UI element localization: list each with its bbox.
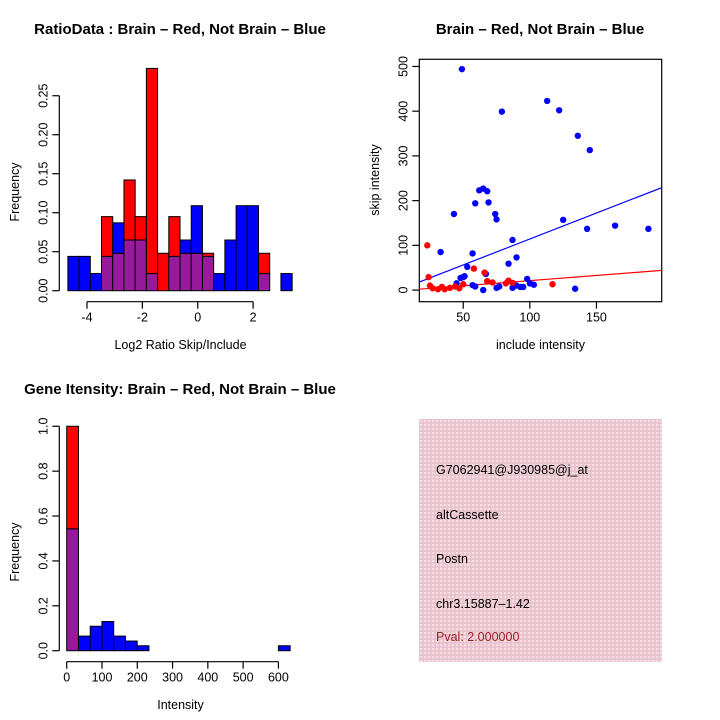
blue-bar — [68, 256, 79, 290]
svg-text:0.00: 0.00 — [36, 278, 51, 303]
blue-point — [485, 199, 491, 205]
overlap-bar — [124, 240, 135, 291]
blue-point — [520, 284, 526, 290]
blue-point — [505, 260, 511, 266]
x-tick-labels — [456, 311, 607, 325]
blue-fit-line — [419, 188, 661, 282]
blue-point — [484, 188, 490, 194]
blue-point — [464, 264, 470, 270]
blue-point — [472, 283, 478, 289]
svg-text:-2: -2 — [136, 310, 148, 325]
overlap-bar — [67, 529, 79, 651]
blue-bar — [90, 274, 101, 291]
y-axis — [412, 66, 419, 290]
svg-text:500: 500 — [396, 56, 411, 77]
overlap-bar — [259, 274, 270, 291]
panel-ratio-histogram — [0, 0, 360, 360]
blue-point — [493, 216, 499, 222]
red-bar — [146, 68, 157, 273]
blue-point — [469, 250, 475, 256]
y-axis — [52, 96, 59, 291]
x-tick-labels — [63, 671, 289, 685]
blue-point — [437, 249, 443, 255]
svg-text:0: 0 — [194, 310, 202, 325]
svg-text:0.0: 0.0 — [36, 642, 51, 660]
ratio-histogram-plot — [0, 0, 360, 360]
overlap-bar — [180, 253, 191, 290]
red-bar — [135, 217, 146, 240]
svg-text:400: 400 — [197, 670, 219, 685]
blue-point — [459, 66, 465, 72]
blue-point — [472, 200, 478, 206]
svg-text:100: 100 — [396, 234, 411, 256]
blue-point — [556, 107, 562, 113]
blue-point — [645, 226, 651, 232]
blue-point — [451, 211, 457, 217]
scatter-points — [424, 66, 651, 293]
red-point — [429, 285, 435, 291]
blue-point — [531, 282, 537, 288]
panel-intensity-scatter — [360, 0, 720, 360]
scatter-title: Brain – Red, Not Brain – Blue — [435, 21, 645, 38]
svg-text:0.05: 0.05 — [36, 239, 51, 264]
red-point — [471, 265, 477, 271]
svg-text:0.4: 0.4 — [36, 552, 51, 570]
red-point — [481, 269, 487, 275]
overlap-bar — [102, 256, 113, 290]
panel-info — [360, 360, 720, 720]
splice-type-text: altCassette — [436, 508, 499, 522]
svg-text:0: 0 — [396, 286, 411, 294]
gene-histogram-ylabel: Frequency — [8, 522, 22, 582]
blue-point — [496, 283, 502, 289]
svg-text:50: 50 — [456, 310, 471, 325]
svg-text:150: 150 — [586, 310, 607, 325]
x-tick-labels — [81, 311, 256, 325]
svg-text:500: 500 — [232, 670, 254, 685]
red-bar — [158, 253, 169, 290]
blue-bar — [137, 646, 149, 651]
blue-bar — [247, 206, 258, 291]
info-box — [419, 419, 662, 662]
overlap-bar — [191, 253, 202, 290]
red-point — [489, 279, 495, 285]
svg-text:2: 2 — [249, 310, 257, 325]
svg-text:0.10: 0.10 — [36, 200, 51, 225]
overlap-bar — [113, 253, 124, 290]
blue-bar — [214, 274, 225, 291]
blue-point — [480, 287, 486, 293]
svg-text:0.2: 0.2 — [36, 597, 51, 615]
blue-bar — [191, 206, 202, 254]
svg-text:0.15: 0.15 — [36, 161, 51, 186]
svg-text:0.8: 0.8 — [36, 462, 51, 480]
panel-gene-intensity-histogram — [0, 360, 360, 720]
blue-bar — [125, 641, 137, 651]
svg-text:600: 600 — [267, 670, 289, 685]
svg-text:1.0: 1.0 — [36, 417, 51, 435]
svg-text:-4: -4 — [81, 310, 93, 325]
svg-text:400: 400 — [396, 100, 411, 122]
ratio-histogram-ylabel: Frequency — [8, 162, 22, 222]
red-bar — [67, 426, 79, 529]
y-tick-labels — [36, 84, 50, 303]
y-axis — [52, 426, 59, 650]
blue-bar — [278, 646, 290, 651]
x-axis — [67, 662, 279, 669]
blue-bar — [281, 274, 292, 291]
red-point — [424, 242, 430, 248]
red-bar — [169, 217, 180, 257]
scatter-ylabel: skip intensity — [368, 144, 382, 216]
pval-text: Pval: 2.000000 — [436, 630, 520, 644]
blue-bar — [113, 223, 124, 253]
probe-id-text: G7062941@J930985@j_at — [436, 463, 588, 477]
overlap-bar — [146, 274, 157, 291]
x-axis — [87, 302, 253, 309]
blue-point — [587, 147, 593, 153]
fit-lines — [419, 188, 661, 290]
svg-text:0: 0 — [63, 670, 71, 685]
red-point — [549, 281, 555, 287]
blue-point — [572, 286, 578, 292]
x-axis — [463, 302, 596, 309]
svg-text:300: 300 — [162, 670, 183, 685]
blue-bar — [114, 636, 126, 651]
y-tick-labels — [36, 418, 50, 660]
gene-name-text: Postn — [436, 552, 468, 566]
gene-histogram-title: Gene Itensity: Brain – Red, Not Brain – Blue — [24, 381, 336, 398]
ratio-histogram-xlabel: Log2 Ratio Skip/Include — [114, 338, 247, 352]
red-bar — [102, 217, 113, 257]
red-point — [441, 286, 447, 292]
svg-text:0.20: 0.20 — [36, 122, 51, 147]
histogram-bars — [67, 426, 290, 650]
blue-point — [560, 217, 566, 223]
locus-text: chr3.15887–1.42 — [436, 597, 530, 611]
plot-box — [419, 59, 661, 301]
y-tick-labels — [396, 56, 410, 294]
scatter-xlabel: include intensity — [496, 338, 585, 352]
overlap-bar — [135, 240, 146, 291]
svg-text:200: 200 — [396, 190, 411, 212]
intensity-scatter-plot — [360, 0, 720, 360]
gene-histogram-xlabel: Intensity — [157, 698, 204, 712]
blue-point — [461, 273, 467, 279]
svg-text:0.6: 0.6 — [36, 507, 51, 525]
red-bar — [124, 180, 135, 240]
blue-bar — [90, 626, 102, 650]
blue-point — [575, 133, 581, 139]
red-point — [484, 278, 490, 284]
blue-point — [544, 98, 550, 104]
gene-intensity-histogram-plot — [0, 360, 360, 720]
blue-bar — [79, 256, 90, 290]
blue-point — [513, 254, 519, 260]
blue-point — [509, 237, 515, 243]
blue-point — [492, 211, 498, 217]
blue-point — [612, 222, 618, 228]
blue-bar — [180, 240, 191, 253]
blue-bar — [78, 636, 90, 651]
red-bar — [202, 253, 213, 256]
svg-text:100: 100 — [519, 310, 541, 325]
blue-bar — [236, 206, 247, 291]
red-point — [509, 280, 515, 286]
svg-text:200: 200 — [126, 670, 148, 685]
blue-bar — [102, 622, 114, 651]
svg-text:0.25: 0.25 — [36, 83, 51, 108]
ratio-histogram-title: RatioData : Brain – Red, Not Brain – Blue — [34, 21, 326, 38]
svg-text:300: 300 — [396, 145, 411, 167]
blue-point — [499, 108, 505, 114]
blue-bar — [225, 240, 236, 291]
blue-point — [584, 226, 590, 232]
red-point — [447, 285, 453, 291]
overlap-bar — [169, 256, 180, 290]
red-point — [460, 281, 466, 287]
red-point — [425, 274, 431, 280]
svg-text:100: 100 — [91, 670, 113, 685]
red-bar — [259, 253, 270, 273]
histogram-bars — [68, 68, 292, 290]
overlap-bar — [202, 256, 213, 290]
